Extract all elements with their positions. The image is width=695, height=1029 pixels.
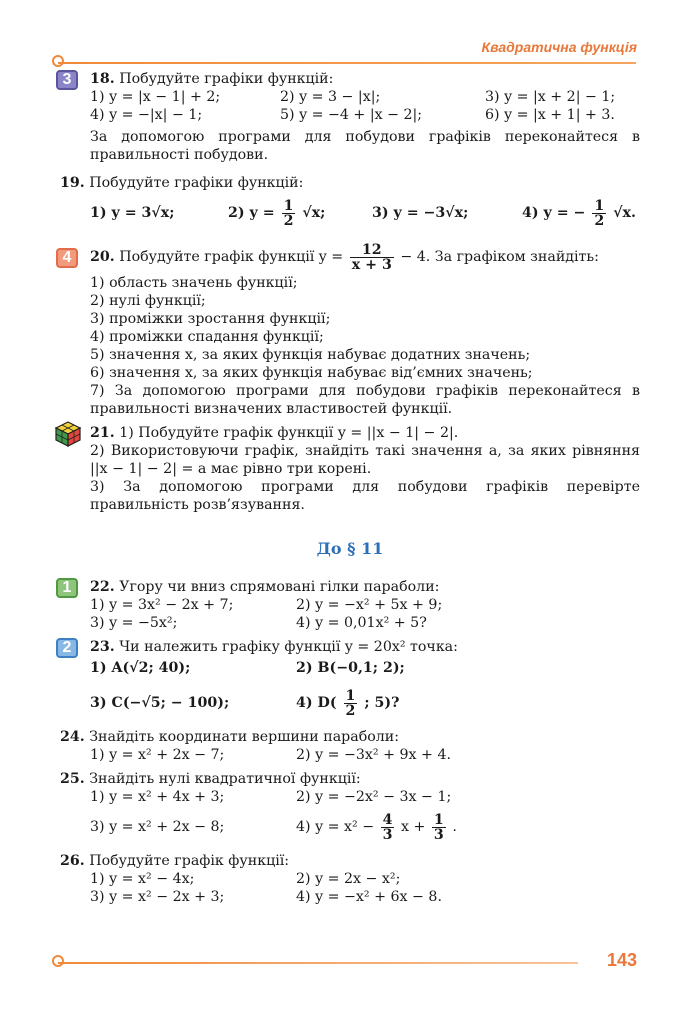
task-item: 3) y = −3√x; (372, 205, 469, 221)
task-item: 4) D( $\frac{1}{2}$ ; 5)? (296, 687, 400, 719)
page-number: 143 (606, 950, 637, 970)
task-prompt (60, 70, 640, 88)
task-item: 4) y = −|x| − 1; (90, 107, 203, 123)
task-item: 2) нулі функції; (90, 293, 206, 309)
fraction: $\frac{1}{3}$ (433, 811, 444, 843)
header-rule (58, 62, 636, 64)
task-items-row (60, 888, 640, 906)
task-item: 4) y = −x² + 6x − 8. (296, 889, 442, 905)
task-item: 1) y = 3√x; (90, 205, 175, 221)
task-22 (60, 578, 640, 632)
task-prompt: 23. Чи належить графіку функції y = 20x² точка: (90, 639, 458, 655)
task-items-row (60, 788, 640, 806)
task-19 (60, 174, 640, 230)
task-18 (60, 70, 640, 164)
task-prompt-text: Побудуйте графіки функцій: (89, 175, 304, 191)
level-badge-2: 2 (56, 638, 78, 658)
level-badge-4: 4 (56, 248, 78, 268)
task-number: 25. (60, 771, 85, 787)
task-prompt-text: Побудуйте графіки функцій: (119, 71, 334, 87)
page-content (60, 70, 640, 912)
task-24 (60, 728, 640, 764)
task-item: 4) y = x² − $\frac{4}{3}$ x + $\frac{1}{3}$ . (296, 811, 457, 843)
header-dot (52, 55, 64, 67)
task-items-row (60, 810, 640, 844)
task-item: 6) значення x, за яких функція набуває від’ємних значень; (90, 365, 533, 381)
task-note: За допомогою програми для побудови графіків переконайтеся в правильності побудови. (90, 129, 640, 163)
task-prompt: 21. 1) Побудуйте графік функції y = ||x − 1| − 2|. (90, 425, 459, 441)
task-21 (60, 424, 640, 514)
task-items-row (60, 596, 640, 614)
fraction: $\frac{1}{2}$ (345, 687, 356, 719)
fraction: $\frac{1}{2}$ (283, 197, 294, 229)
task-number: 18. (90, 71, 115, 87)
task-prompt: 24. Знайдіть координати вершини параболи: (60, 729, 400, 745)
task-item: 1) y = x² + 4x + 3; (90, 789, 225, 805)
task-prompt: 20. Побудуйте графік функції y = $\frac{12}{x + 3}$ − 4. За графіком знайдіть: (90, 241, 599, 273)
task-item: 3) y = x² − 2x + 3; (90, 889, 225, 905)
task-number: 20. (90, 249, 115, 265)
level-badge-1: 1 (56, 578, 78, 598)
task-item: 2) y = 2x − x²; (296, 871, 401, 887)
task-item: 6) y = |x + 1| + 3. (485, 107, 615, 123)
task-item: 3) y = x² + 2x − 8; (90, 819, 225, 835)
task-number: 26. (60, 853, 85, 869)
task-item: 1) y = x² − 4x; (90, 871, 195, 887)
task-items-row (60, 870, 640, 888)
task-items-row (60, 686, 640, 720)
task-item: 2) B(−0,1; 2); (296, 660, 405, 676)
task-item: 3) y = |x + 2| − 1; (485, 89, 616, 105)
task-part: 3) За допомогою програми для побудови графіків перевірте правильність розв’язування. (90, 479, 640, 513)
task-number: 19. (60, 175, 85, 191)
task-items-row (60, 656, 640, 680)
level-badge-3: 3 (56, 70, 78, 90)
task-item: 4) y = − $\frac{1}{2}$ √x. (522, 197, 636, 229)
task-number: 24. (60, 729, 85, 745)
fraction: $\frac{12}{x + 3}$ (351, 241, 392, 273)
task-prompt (60, 174, 640, 192)
task-prompt: 26. Побудуйте графік функції: (60, 853, 290, 869)
footer-rule (58, 962, 578, 964)
task-item: 2) y = 3 − |x|; (280, 89, 381, 105)
task-item: 4) проміжки спадання функції; (90, 329, 324, 345)
task-items-row (60, 614, 640, 632)
footer-dot (52, 955, 64, 967)
task-number: 21. (90, 425, 115, 441)
task-item: 5) значення x, за яких функція набуває додатних значень; (90, 347, 531, 363)
task-items-row (60, 746, 640, 764)
task-item: 5) y = −4 + |x − 2|; (280, 107, 423, 123)
task-item: 2) y = −x² + 5x + 9; (296, 597, 443, 613)
task-prompt: 22. Угору чи вниз спрямовані гілки параболи: (90, 579, 440, 595)
task-number: 23. (90, 639, 115, 655)
task-26 (60, 852, 640, 906)
task-item: 1) y = 3x² − 2x + 7; (90, 597, 234, 613)
task-item: 1) A(√2; 40); (90, 660, 191, 676)
task-20 (60, 240, 640, 418)
task-item: 1) y = x² + 2x − 7; (90, 747, 225, 763)
task-item: 1) y = |x − 1| + 2; (90, 89, 221, 105)
task-item: 2) y = −3x² + 9x + 4. (296, 747, 451, 763)
running-title: Квадратична функція (481, 39, 637, 55)
task-25 (60, 770, 640, 844)
task-number: 22. (90, 579, 115, 595)
fraction: $\frac{1}{2}$ (594, 197, 605, 229)
task-item: 3) проміжки зростання функції; (90, 311, 331, 327)
section-title: До § 11 (316, 539, 384, 558)
task-item: 2) y = −2x² − 3x − 1; (296, 789, 452, 805)
task-item: 1) область значень функції; (90, 275, 298, 291)
task-part: 2) Використовуючи графік, знайдіть такі значення a, за яких рівняння ||x − 1| − 2| = a має рівно три корені. (90, 443, 640, 477)
task-item: 4) y = 0,01x² + 5? (296, 615, 427, 631)
task-items-row-2 (60, 106, 640, 124)
task-items-row-1 (60, 88, 640, 106)
fraction: $\frac{4}{3}$ (382, 811, 393, 843)
task-prompt: 25. Знайдіть нулі квадратичної функції: (60, 771, 361, 787)
task-item: 2) y = $\frac{1}{2}$ √x; (228, 197, 326, 229)
task-23 (60, 638, 640, 720)
task-items-row (60, 196, 640, 230)
task-item: 3) y = −5x²; (90, 615, 178, 631)
task-item: 3) C(−√5; − 100); (90, 695, 230, 711)
task-item: 7) За допомогою програми для побудови графіків переконайтеся в правильності визначених властивостей функції. (90, 383, 640, 417)
